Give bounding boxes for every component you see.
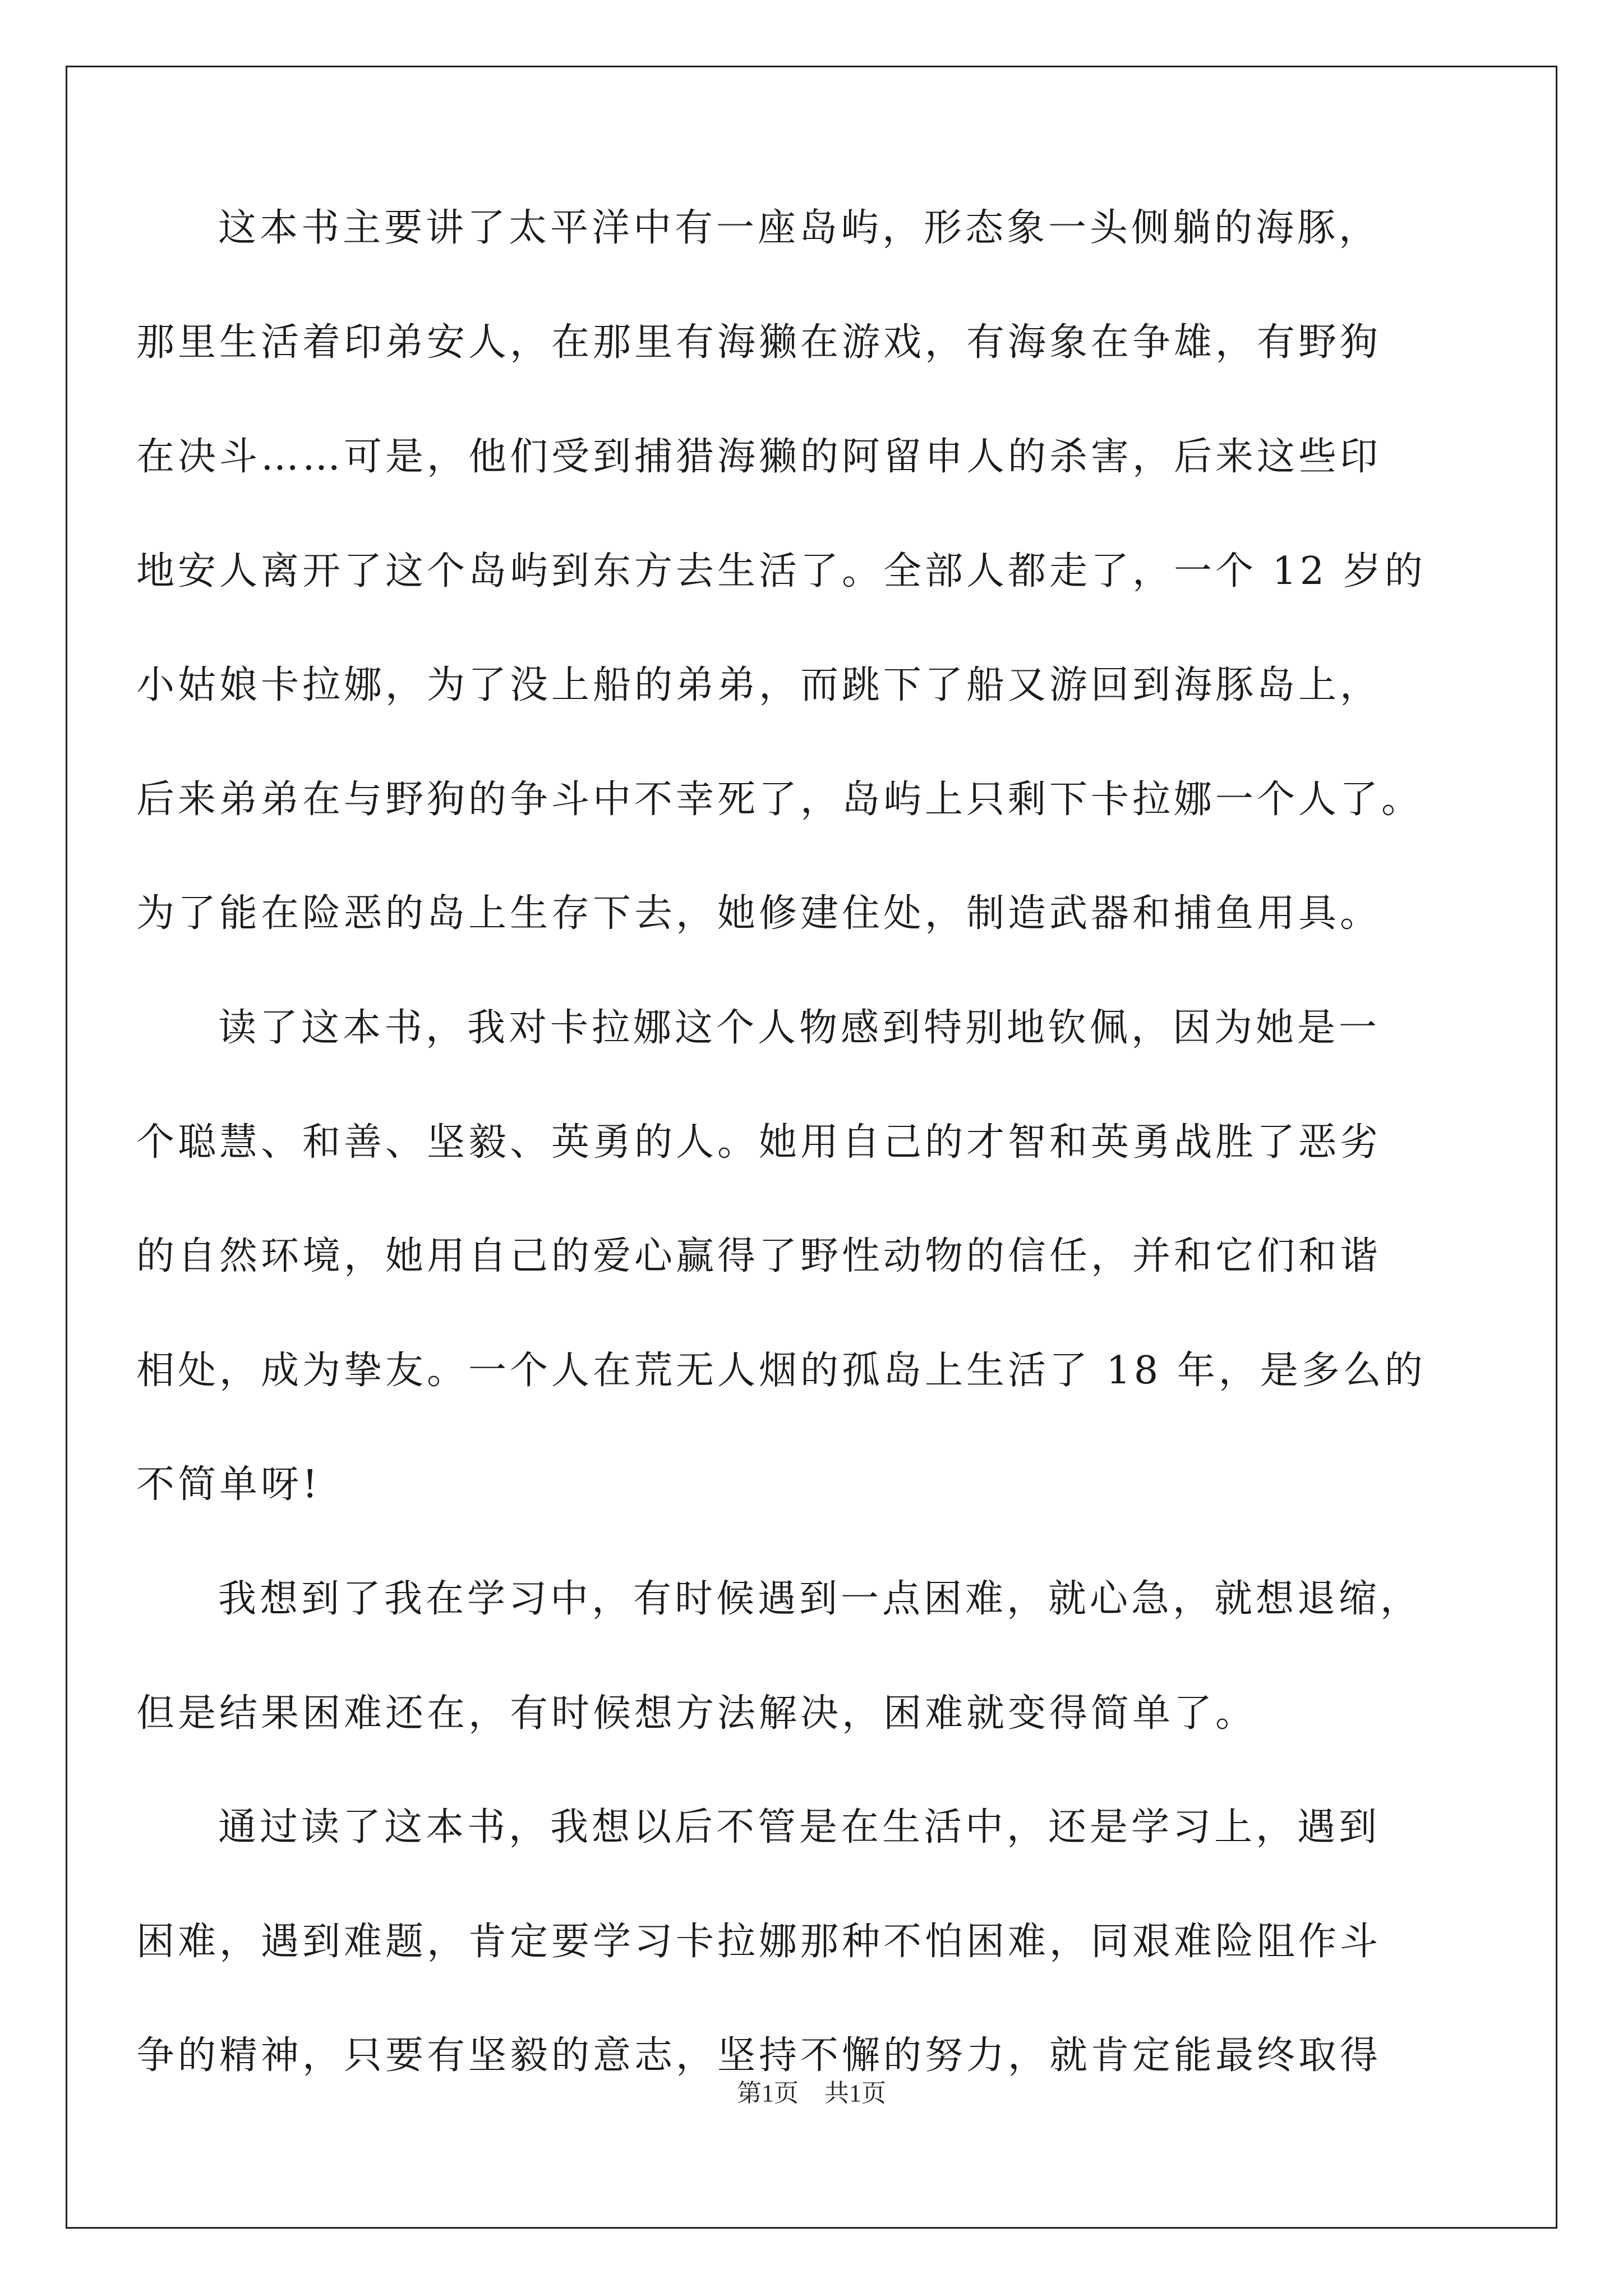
page-number-total: 共1页 xyxy=(824,2079,886,2107)
paragraph-3-line-2: 但是结果困难还在，有时候想方法解决，困难就变得简单了。 xyxy=(136,1691,1257,1736)
paragraph-2-line-5: 不简单呀! xyxy=(136,1462,321,1507)
paragraph-1-line-2: 那里生活着印弟安人，在那里有海獭在游戏，有海象在争雄，有野狗 xyxy=(136,320,1382,365)
paragraph-4-line-3: 争的精神，只要有坚毅的意志，坚持不懈的努力，就肯定能最终取得 xyxy=(136,2033,1382,2078)
paragraph-2-line-4: 相处，成为挚友。一个人在荒无人烟的孤岛上生活了 18 年，是多么的 xyxy=(136,1349,1426,1393)
paragraph-1-line-6: 后来弟弟在与野狗的争斗中不幸死了，岛屿上只剩下卡拉娜一个人了。 xyxy=(136,777,1423,822)
paragraph-2-line-1: 读了这本书，我对卡拉娜这个人物感到特别地钦佩，因为她是一 xyxy=(218,1006,1381,1050)
paragraph-4-line-1: 通过读了这本书，我想以后不管是在生活中，还是学习上，遇到 xyxy=(218,1805,1381,1849)
paragraph-2-line-3: 的自然环境，她用自己的爱心赢得了野性动物的信任，并和它们和谐 xyxy=(136,1234,1382,1278)
paragraph-4-line-2: 困难，遇到难题，肯定要学习卡拉娜那种不怕困难，同艰难险阻作斗 xyxy=(136,1920,1382,1964)
page-footer xyxy=(0,2077,1623,2110)
paragraph-1-line-1: 这本书主要讲了太平洋中有一座岛屿，形态象一头侧躺的海豚， xyxy=(218,206,1381,250)
paragraph-1-line-5: 小姑娘卡拉娜，为了没上船的弟弟，而跳下了船又游回到海豚岛上， xyxy=(136,663,1382,707)
page-number-current: 第1页 xyxy=(737,2079,799,2107)
paragraph-1-line-3: 在决斗……可是，他们受到捕猎海獭的阿留申人的杀害，后来这些印 xyxy=(136,435,1382,479)
paragraph-3-line-1: 我想到了我在学习中，有时候遇到一点困难，就心急，就想退缩， xyxy=(218,1577,1422,1621)
paragraph-2-line-2: 个聪慧、和善、坚毅、英勇的人。她用自己的才智和英勇战胜了恶劣 xyxy=(136,1120,1382,1165)
paragraph-1-line-4: 地安人离开了这个岛屿到东方去生活了。全部人都走了，一个 12 岁的 xyxy=(136,549,1426,593)
paragraph-1-line-7: 为了能在险恶的岛上生存下去，她修建住处，制造武器和捕鱼用具。 xyxy=(136,891,1382,936)
